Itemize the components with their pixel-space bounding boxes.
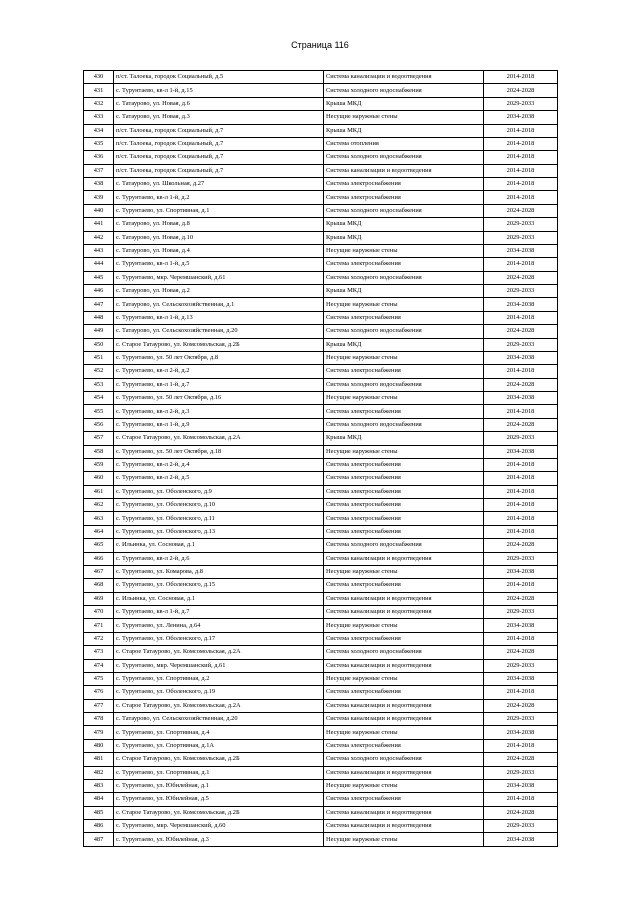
table-row [84,512,558,525]
address-cell: с. Турунтаево, ул. Оболенского, д.17 [114,632,324,645]
period-cell: 2029-2033 [484,432,558,445]
row-number-cell: 456 [84,418,114,431]
period-cell: 2014-2018 [484,137,558,150]
row-number-cell: 477 [84,699,114,712]
address-cell: с. Турунтаево, мкр. Черемшанский, д.61 [114,271,324,284]
period-cell: 2014-2018 [484,164,558,177]
period-cell: 2014-2018 [484,71,558,84]
row-number-cell: 460 [84,472,114,485]
table-row [84,97,558,110]
row-number-cell: 445 [84,271,114,284]
address-cell: с. Старое Татаурово, ул. Комсомольская, д.2Б [114,338,324,351]
table-body [84,71,558,847]
address-cell: с. Турунтаево, ул. Юбилейная, д.3 [114,833,324,846]
table-row [84,298,558,311]
system-cell: Система канализации и водоотведения [324,699,484,712]
system-cell: Система холодного водоснабжения [324,646,484,659]
system-cell: Система электроснабжения [324,472,484,485]
address-cell: с. Турунтаево, ул. Оболенского, д.10 [114,499,324,512]
row-number-cell: 435 [84,137,114,150]
address-cell: с. Татаурово, ул. Новая, д.10 [114,231,324,244]
address-cell: с. Турунтаево, ул. Спортивная, д.1 [114,204,324,217]
system-cell: Несущие наружные стены [324,565,484,578]
period-cell: 2014-2018 [484,632,558,645]
address-cell: с. Старое Татаурово, ул. Комсомольская, д.2Б [114,806,324,819]
period-cell: 2024-2028 [484,753,558,766]
row-number-cell: 455 [84,405,114,418]
address-cell: с. Татаурово, ул. Новая, д.2 [114,285,324,298]
address-cell: с. Ильинка, ул. Сосновая, д.1 [114,539,324,552]
table-row [84,351,558,364]
row-number-cell: 483 [84,779,114,792]
address-cell: с. Турунтаево, кв-л 1-й, д.5 [114,258,324,271]
row-number-cell: 451 [84,351,114,364]
address-cell: с. Турунтаево, ул. 50 лет Октября, д.18 [114,445,324,458]
row-number-cell: 436 [84,151,114,164]
row-number-cell: 437 [84,164,114,177]
row-number-cell: 444 [84,258,114,271]
address-cell: п/ст. Талоека, городок Социальный, д.7 [114,164,324,177]
address-cell: с. Турунтаево, кв-л 1-й, д.7 [114,378,324,391]
table-row [84,164,558,177]
period-cell: 2014-2018 [484,365,558,378]
address-cell: с. Турунтаево, ул. 50 лет Октября, д.16 [114,392,324,405]
row-number-cell: 440 [84,204,114,217]
system-cell: Система холодного водоснабжения [324,151,484,164]
table-row [84,338,558,351]
system-cell: Система электроснабжения [324,686,484,699]
period-cell: 2024-2028 [484,646,558,659]
period-cell: 2014-2018 [484,405,558,418]
table-row [84,392,558,405]
system-cell: Система холодного водоснабжения [324,539,484,552]
system-cell: Система электроснабжения [324,311,484,324]
row-number-cell: 459 [84,458,114,471]
system-cell: Система холодного водоснабжения [324,204,484,217]
row-number-cell: 432 [84,97,114,110]
row-number-cell: 454 [84,392,114,405]
system-cell: Система электроснабжения [324,485,484,498]
system-cell: Система отопления [324,137,484,150]
system-cell: Система холодного водоснабжения [324,325,484,338]
period-cell: 2024-2028 [484,325,558,338]
table-row [84,258,558,271]
period-cell: 2034-2038 [484,298,558,311]
address-cell: с. Турунтаево, ул. Оболенского, д.13 [114,525,324,538]
table-row [84,244,558,257]
address-cell: с. Татаурово, ул. Сельскохозяйственная, д.20 [114,713,324,726]
table-row [84,432,558,445]
period-cell: 2029-2033 [484,659,558,672]
table-row [84,365,558,378]
table-row [84,726,558,739]
table-row [84,753,558,766]
address-cell: с. Турунтаево, кв-л 2-й, д.5 [114,472,324,485]
period-cell: 2024-2028 [484,806,558,819]
period-cell: 2034-2038 [484,392,558,405]
system-cell: Система холодного водоснабжения [324,418,484,431]
row-number-cell: 458 [84,445,114,458]
period-cell: 2014-2018 [484,512,558,525]
address-cell: с. Турунтаево, ул. Оболенского, д.15 [114,579,324,592]
system-cell: Система канализации и водоотведения [324,766,484,779]
period-cell: 2034-2038 [484,445,558,458]
system-cell: Несущие наружные стены [324,726,484,739]
row-number-cell: 430 [84,71,114,84]
table-row [84,779,558,792]
table-row [84,325,558,338]
row-number-cell: 461 [84,485,114,498]
table-row [84,793,558,806]
row-number-cell: 448 [84,311,114,324]
row-number-cell: 453 [84,378,114,391]
table-row [84,271,558,284]
period-cell: 2014-2018 [484,525,558,538]
row-number-cell: 466 [84,552,114,565]
system-cell: Система канализации и водоотведения [324,164,484,177]
system-cell: Система электроснабжения [324,499,484,512]
system-cell: Крыша МКД [324,231,484,244]
period-cell: 2034-2038 [484,619,558,632]
row-number-cell: 438 [84,178,114,191]
period-cell: 2024-2028 [484,539,558,552]
table-row [84,485,558,498]
row-number-cell: 480 [84,739,114,752]
address-cell: с. Турунтаево, ул. 50 лет Октября, д.8 [114,351,324,364]
address-cell: с. Турунтаево, ул. Ленина, д.64 [114,619,324,632]
address-cell: с. Турунтаево, ул. Оболенского, д.9 [114,485,324,498]
period-cell: 2029-2033 [484,285,558,298]
period-cell: 2014-2018 [484,793,558,806]
row-number-cell: 476 [84,686,114,699]
address-cell: с. Старое Татаурово, ул. Комсомольская, д.2Б [114,753,324,766]
period-cell: 2014-2018 [484,579,558,592]
address-cell: с. Турунтаево, мкр. Черемшанский, д.61 [114,659,324,672]
period-cell: 2014-2018 [484,458,558,471]
repair-schedule-table [83,70,558,847]
address-cell: с. Татаурово, ул. Сельскохозяйственная, д.1 [114,298,324,311]
row-number-cell: 441 [84,218,114,231]
period-cell: 2024-2028 [484,418,558,431]
row-number-cell: 472 [84,632,114,645]
period-cell: 2024-2028 [484,378,558,391]
row-number-cell: 469 [84,592,114,605]
row-number-cell: 442 [84,231,114,244]
system-cell: Система электроснабжения [324,458,484,471]
system-cell: Система канализации и водоотведения [324,592,484,605]
period-cell: 2029-2033 [484,766,558,779]
row-number-cell: 457 [84,432,114,445]
table-row [84,285,558,298]
address-cell: с. Турунтаево, кв-л 2-й, д.2 [114,365,324,378]
system-cell: Система холодного водоснабжения [324,271,484,284]
system-cell: Крыша МКД [324,124,484,137]
row-number-cell: 470 [84,606,114,619]
row-number-cell: 482 [84,766,114,779]
table-row [84,458,558,471]
period-cell: 2034-2038 [484,565,558,578]
address-cell: с. Татаурово, ул. Школьная, д.27 [114,178,324,191]
address-cell: с. Татаурово, ул. Новая, д.6 [114,97,324,110]
period-cell: 2029-2033 [484,231,558,244]
table-row [84,204,558,217]
table-row [84,699,558,712]
row-number-cell: 434 [84,124,114,137]
period-cell: 2029-2033 [484,218,558,231]
address-cell: п/ст. Талоека, городок Социальный, д.7 [114,137,324,150]
system-cell: Система канализации и водоотведения [324,713,484,726]
address-cell: с. Турунтаево, кв-л 2-й, д.3 [114,405,324,418]
table-row [84,84,558,97]
system-cell: Система канализации и водоотведения [324,552,484,565]
system-cell: Крыша МКД [324,218,484,231]
system-cell: Крыша МКД [324,432,484,445]
table-row [84,552,558,565]
row-number-cell: 484 [84,793,114,806]
system-cell: Несущие наружные стены [324,351,484,364]
period-cell: 2024-2028 [484,592,558,605]
address-cell: п/ст. Талоека, городок Социальный, д.7 [114,124,324,137]
table-row [84,806,558,819]
row-number-cell: 449 [84,325,114,338]
row-number-cell: 431 [84,84,114,97]
system-cell: Система холодного водоснабжения [324,378,484,391]
period-cell: 2014-2018 [484,311,558,324]
row-number-cell: 462 [84,499,114,512]
row-number-cell: 467 [84,565,114,578]
row-number-cell: 452 [84,365,114,378]
table-row [84,418,558,431]
table-row [84,151,558,164]
address-cell: с. Турунтаево, кв-л 1-й, д.2 [114,191,324,204]
table-row [84,472,558,485]
address-cell: п/ст. Талоека, городок Социальный, д.7 [114,151,324,164]
table-row [84,579,558,592]
system-cell: Система канализации и водоотведения [324,820,484,833]
period-cell: 2024-2028 [484,271,558,284]
system-cell: Система холодного водоснабжения [324,753,484,766]
period-cell: 2029-2033 [484,97,558,110]
address-cell: с. Старое Татаурово, ул. Комсомольская, д.2А [114,699,324,712]
address-cell: п/ст. Талоека, городок Социальный, д.5 [114,71,324,84]
system-cell: Несущие наружные стены [324,619,484,632]
row-number-cell: 465 [84,539,114,552]
period-cell: 2014-2018 [484,151,558,164]
period-cell: 2014-2018 [484,178,558,191]
system-cell: Система холодного водоснабжения [324,84,484,97]
period-cell: 2014-2018 [484,124,558,137]
system-cell: Система электроснабжения [324,632,484,645]
period-cell: 2029-2033 [484,820,558,833]
period-cell: 2014-2018 [484,485,558,498]
table-row [84,71,558,84]
period-cell: 2024-2028 [484,204,558,217]
table-row [84,445,558,458]
table-row [84,713,558,726]
table-row [84,311,558,324]
address-cell: с. Татаурово, ул. Сельскохозяйственная, д.20 [114,325,324,338]
period-cell: 2034-2038 [484,244,558,257]
period-cell: 2024-2028 [484,84,558,97]
system-cell: Система электроснабжения [324,405,484,418]
system-cell: Несущие наружные стены [324,779,484,792]
page-number-label: Страница 116 [291,40,349,50]
period-cell: 2034-2038 [484,833,558,846]
table-row [84,525,558,538]
row-number-cell: 485 [84,806,114,819]
system-cell: Несущие наружные стены [324,392,484,405]
system-cell: Система канализации и водоотведения [324,806,484,819]
period-cell: 2014-2018 [484,472,558,485]
table-row [84,659,558,672]
period-cell: 2034-2038 [484,726,558,739]
address-cell: с. Турунтаево, кв-л 2-й, д.4 [114,458,324,471]
table-row [84,191,558,204]
address-cell: с. Турунтаево, кв-л 1-й, д.15 [114,84,324,97]
address-cell: с. Татаурово, ул. Новая, д.8 [114,218,324,231]
table-row [84,499,558,512]
table-row [84,218,558,231]
table-row [84,606,558,619]
row-number-cell: 486 [84,820,114,833]
system-cell: Несущие наружные стены [324,445,484,458]
period-cell: 2014-2018 [484,739,558,752]
address-cell: с. Турунтаево, мкр. Черемшанский, д.60 [114,820,324,833]
row-number-cell: 464 [84,525,114,538]
system-cell: Крыша МКД [324,338,484,351]
system-cell: Несущие наружные стены [324,672,484,685]
period-cell: 2029-2033 [484,606,558,619]
table-row [84,833,558,846]
system-cell: Система электроснабжения [324,579,484,592]
address-cell: с. Турунтаево, ул. Юбилейная, д.5 [114,793,324,806]
table-row [84,592,558,605]
period-cell: 2014-2018 [484,499,558,512]
address-cell: с. Турунтаево, ул. Спортивная, д.4 [114,726,324,739]
address-cell: с. Турунтаево, ул. Комарова, д.8 [114,565,324,578]
row-number-cell: 463 [84,512,114,525]
table-row [84,231,558,244]
row-number-cell: 474 [84,659,114,672]
row-number-cell: 450 [84,338,114,351]
table-row [84,686,558,699]
system-cell: Крыша МКД [324,97,484,110]
period-cell: 2029-2033 [484,552,558,565]
table-row [84,739,558,752]
address-cell: с. Турунтаево, кв-л 1-й, д.9 [114,418,324,431]
system-cell: Несущие наружные стены [324,244,484,257]
row-number-cell: 487 [84,833,114,846]
period-cell: 2029-2033 [484,338,558,351]
period-cell: 2029-2033 [484,713,558,726]
period-cell: 2024-2028 [484,699,558,712]
system-cell: Система электроснабжения [324,793,484,806]
table-row [84,378,558,391]
period-cell: 2014-2018 [484,258,558,271]
address-cell: с. Турунтаево, ул. Спортивная, д.1 [114,766,324,779]
period-cell: 2034-2038 [484,351,558,364]
address-cell: с. Турунтаево, кв-л 1-й, д.13 [114,311,324,324]
address-cell: с. Турунтаево, кв-л 1-й, д.7 [114,606,324,619]
table-row [84,632,558,645]
period-cell: 2014-2018 [484,686,558,699]
table-row [84,124,558,137]
address-cell: с. Татаурово, ул. Новая, д.3 [114,111,324,124]
system-cell: Система канализации и водоотведения [324,71,484,84]
system-cell: Несущие наружные стены [324,111,484,124]
table-row [84,619,558,632]
system-cell: Система электроснабжения [324,191,484,204]
row-number-cell: 481 [84,753,114,766]
address-cell: с. Турунтаево, ул. Спортивная, д.2 [114,672,324,685]
row-number-cell: 468 [84,579,114,592]
table-row [84,405,558,418]
row-number-cell: 473 [84,646,114,659]
period-cell: 2034-2038 [484,672,558,685]
address-cell: с. Турунтаево, ул. Юбилейная, д.1 [114,779,324,792]
address-cell: с. Турунтаево, кв-л 2-й, д.6 [114,552,324,565]
row-number-cell: 471 [84,619,114,632]
row-number-cell: 479 [84,726,114,739]
system-cell: Система электроснабжения [324,525,484,538]
system-cell: Система электроснабжения [324,512,484,525]
address-cell: с. Татаурово, ул. Новая, д.4 [114,244,324,257]
table-row [84,672,558,685]
row-number-cell: 478 [84,713,114,726]
table-row [84,111,558,124]
system-cell: Система электроснабжения [324,739,484,752]
table-row [84,646,558,659]
address-cell: с. Старое Татаурово, ул. Комсомольская, д.2А [114,646,324,659]
row-number-cell: 439 [84,191,114,204]
table-row [84,820,558,833]
table-row [84,178,558,191]
address-cell: с. Турунтаево, ул. Спортивная, д.1А [114,739,324,752]
system-cell: Несущие наружные стены [324,833,484,846]
system-cell: Система канализации и водоотведения [324,659,484,672]
period-cell: 2034-2038 [484,111,558,124]
address-cell: с. Старое Татаурово, ул. Комсомольская, д.2А [114,432,324,445]
row-number-cell: 447 [84,298,114,311]
system-cell: Несущие наружные стены [324,298,484,311]
address-cell: с. Турунтаево, ул. Оболенского, д.11 [114,512,324,525]
row-number-cell: 446 [84,285,114,298]
table-row [84,766,558,779]
system-cell: Система канализации и водоотведения [324,606,484,619]
address-cell: с. Турунтаево, ул. Оболенского, д.19 [114,686,324,699]
row-number-cell: 433 [84,111,114,124]
system-cell: Крыша МКД [324,285,484,298]
table-row [84,137,558,150]
system-cell: Система электроснабжения [324,365,484,378]
address-cell: с. Ильинка, ул. Сосновая, д.1 [114,592,324,605]
table-row [84,539,558,552]
period-cell: 2014-2018 [484,191,558,204]
system-cell: Система электроснабжения [324,258,484,271]
row-number-cell: 443 [84,244,114,257]
table-row [84,565,558,578]
system-cell: Система электроснабжения [324,178,484,191]
row-number-cell: 475 [84,672,114,685]
period-cell: 2034-2038 [484,779,558,792]
